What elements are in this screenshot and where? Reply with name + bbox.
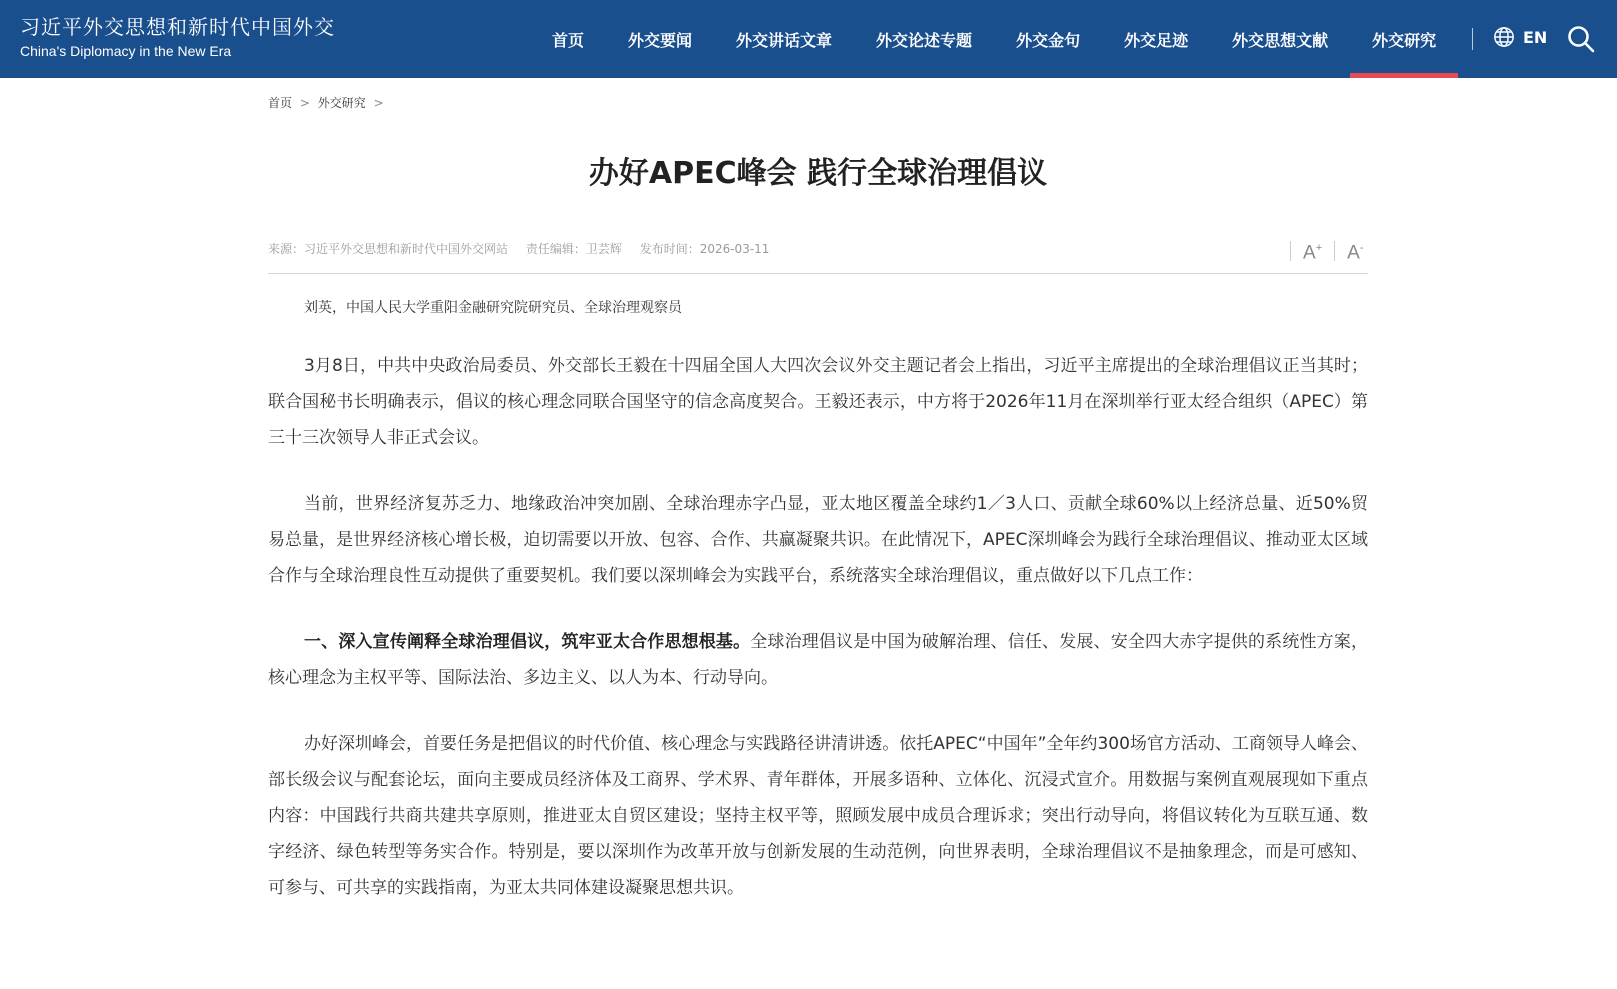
- article-meta: [268, 240, 783, 257]
- site-logo[interactable]: [20, 14, 335, 60]
- article-paragraph: [268, 486, 1368, 594]
- article-date: 发布时间：2026-03-11: [639, 242, 770, 256]
- breadcrumb-research-link[interactable]: 外交研究: [317, 96, 366, 110]
- search-button[interactable]: [1566, 24, 1596, 54]
- header-divider-line: [268, 273, 1368, 274]
- paragraph-heading: 一、深入宣传阐释全球治理倡议，筑牢亚太合作思想根基。: [304, 632, 751, 652]
- logo-english-text: China's Diplomacy in the New Era: [20, 43, 232, 59]
- paragraph-text: 办好深圳峰会，首要任务是把倡议的时代价值、核心理念与实践路径讲清讲透。依托APEC“中国年”全年约300场官方活动、工商领导人峰会、部长级会议与配套论坛，面向主要成员经济体及工商界、学术界、青年群体，开展多语种、立体化、沉浸式宣介。用数据与案例直观展现如下重点内容：中国践行共商共建共享原则，推进亚太自贸区建设；坚持主权平等，照顾发展中成员合理诉求；突出行动导向，将倡议转化为互联互通、数字经济、绿色转型等务实合作。特别是，要以深圳作为改革开放与创新发展的生动范例，向世界表明，全球治理倡议不是抽象理念，而是可感知、可参与、可共享的实践指南，为亚太共同体建设凝聚思想共识。: [268, 734, 1368, 898]
- article-editor: 责任编辑：卫芸辉: [525, 242, 622, 256]
- paragraph-text: 3月8日，中共中央政治局委员、外交部长王毅在十四届全国人大四次会议外交主题记者会上指出，习近平主席提出的全球治理倡议正当其时；联合国秘书长明确表示，倡议的核心理念同联合国坚守的信念高度契合。王毅还表示，中方将于2026年11月在深圳举行亚太经合组织（APEC）第三十三次领导人非正式会议。: [268, 356, 1368, 448]
- article-title: 办好APEC峰会 践行全球治理倡议: [588, 156, 1048, 191]
- nav-item-diplomatic-news[interactable]: 外交要闻: [628, 30, 693, 50]
- font-increase-button[interactable]: A+: [1303, 242, 1323, 264]
- nav-item-diplomatic-research[interactable]: 外交研究: [1350, 0, 1458, 78]
- top-navigation-bar: [0, 0, 1617, 78]
- font-size-tools: [1290, 236, 1375, 265]
- paragraph-text: 全球治理倡议是中国为破解治理、信任、发展、安全四大赤字提供的系统性方案，核心理念为主权平等、国际法治、多边主义、以人为本、行动导向。: [268, 632, 1369, 688]
- search-icon: [1566, 24, 1596, 54]
- breadcrumb-home-link[interactable]: 首页: [268, 96, 293, 110]
- nav-item-diplomatic-footprints[interactable]: 外交足迹: [1124, 30, 1189, 50]
- logo-chinese-text: 习近平外交思想和新时代中国外交: [20, 15, 335, 39]
- nav-item-thought-documents[interactable]: 外交思想文献: [1232, 30, 1329, 50]
- article-source: 来源：习近平外交思想和新时代中国外交网站: [268, 242, 509, 256]
- article-author: 刘英，中国人民大学重阳金融研究院研究员、全球治理观察员: [304, 300, 682, 316]
- nav-item-discourse-topics[interactable]: 外交论述专题: [876, 30, 973, 50]
- globe-icon: [1493, 26, 1515, 48]
- article-body: [268, 286, 1368, 936]
- language-switch-button[interactable]: [1493, 26, 1547, 48]
- breadcrumb-separator: >: [373, 96, 384, 110]
- article-paragraph: [268, 726, 1368, 906]
- nav-item-home[interactable]: 首页: [552, 30, 585, 50]
- main-nav: [530, 0, 1458, 78]
- nav-item-speeches-articles[interactable]: 外交讲话文章: [736, 30, 833, 50]
- language-label: EN: [1523, 27, 1548, 47]
- breadcrumb: [268, 94, 388, 111]
- article-paragraph: [268, 624, 1368, 696]
- font-decrease-button[interactable]: A-: [1347, 242, 1364, 264]
- paragraph-text: 当前，世界经济复苏乏力、地缘政治冲突加剧、全球治理赤字凸显，亚太地区覆盖全球约1／3人口、贡献全球60%以上经济总量、近50%贸易总量，是世界经济核心增长极，迫切需要以开放、包容、合作、共赢凝聚共识。在此情况下，APEC深圳峰会为践行全球治理倡议、推动亚太区域合作与全球治理良性互动提供了重要契机。我们要以深圳峰会为实践平台，系统落实全球治理倡议，重点做好以下几点工作：: [268, 494, 1368, 586]
- nav-divider: [1472, 28, 1473, 50]
- breadcrumb-separator: >: [299, 96, 310, 110]
- nav-item-golden-quotes[interactable]: 外交金句: [1016, 30, 1081, 50]
- article-paragraph: [268, 348, 1368, 456]
